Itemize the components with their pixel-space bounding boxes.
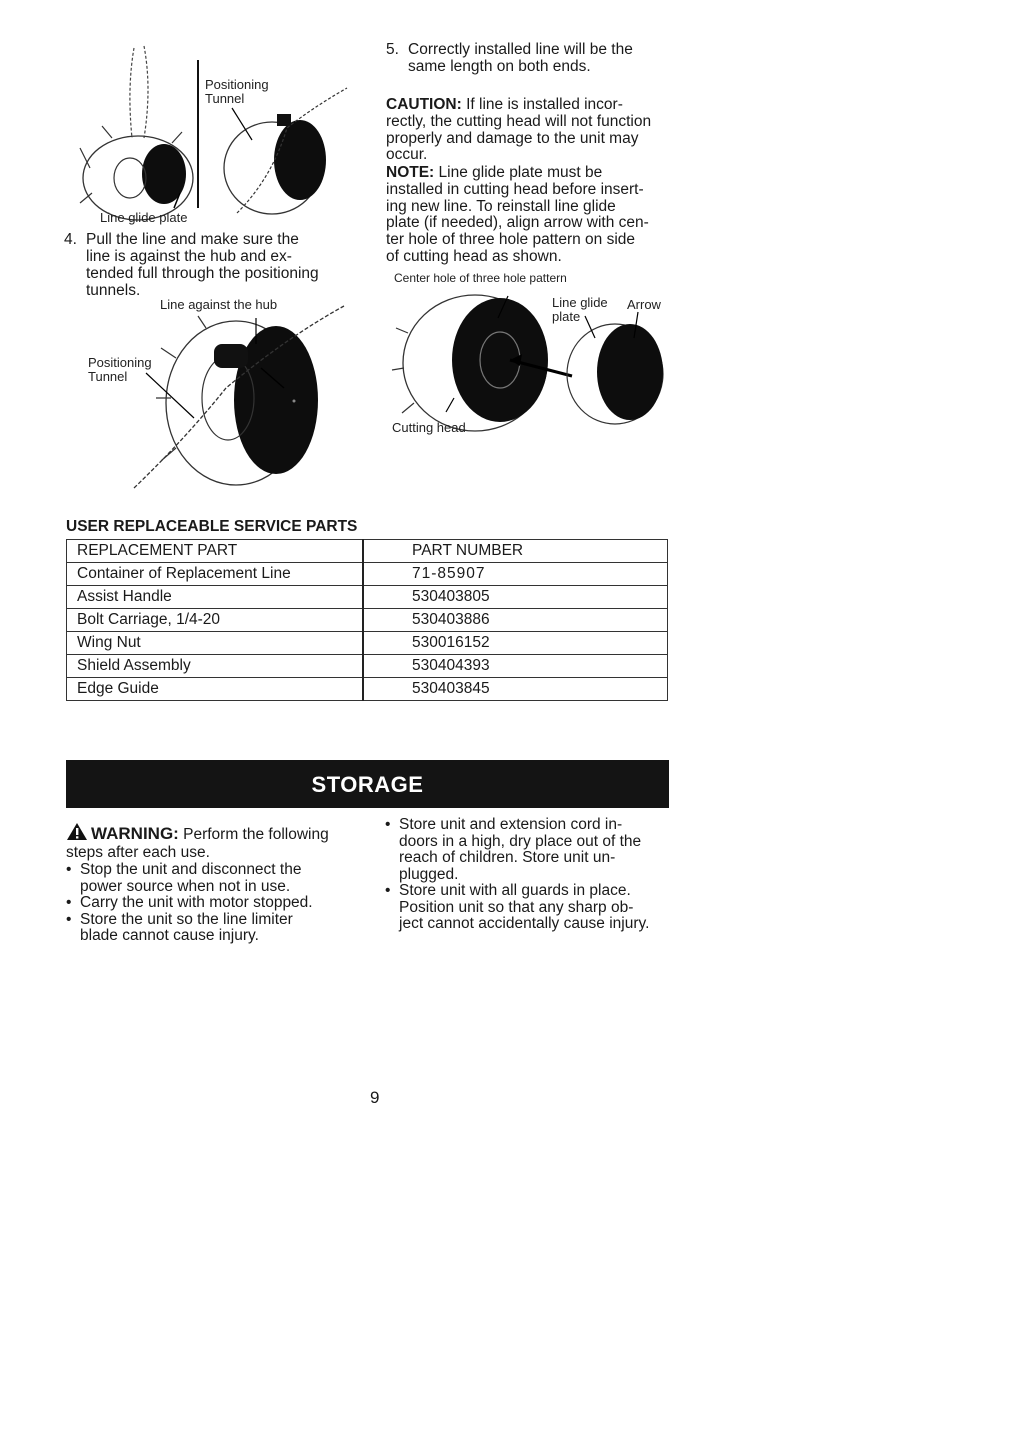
part-name: Container of Replacement Line [67, 563, 364, 586]
part-name: Assist Handle [67, 586, 364, 609]
note-paragraph [386, 165, 686, 266]
table-row [67, 632, 668, 655]
part-number: 530403886 [363, 609, 668, 632]
figure-line-against-hub [86, 298, 356, 498]
step-5-number: 5. [386, 41, 399, 58]
caution-text: If line is installed incor- rectly, the cutting head will not function properly and damage to the unit may occur. [386, 96, 652, 164]
right-bullet-list [385, 817, 685, 933]
part-name: Wing Nut [67, 632, 364, 655]
part-name: Edge Guide [67, 678, 364, 701]
arrow-label: Arrow [627, 297, 661, 312]
parts-table [66, 539, 668, 701]
positioning-tunnel-label-2: Positioning Tunnel [88, 355, 152, 384]
col-header-number: PART NUMBER [363, 540, 668, 563]
step-4-number: 4. [64, 231, 77, 248]
table-row [67, 609, 668, 632]
step-5-text: Correctly installed line will be the same length on both ends. [408, 41, 633, 75]
table-header-row [67, 540, 668, 563]
part-name: Bolt Carriage, 1/4-20 [67, 609, 364, 632]
warning-label: WARNING: [91, 824, 179, 843]
list-item: • Store unit with all guards in place. Position unit so that any sharp ob- ject cannot accidentally cause injury. [385, 883, 685, 933]
list-item: • Store the unit so the line limiter blade cannot cause injury. [66, 912, 366, 945]
warning-block [66, 822, 366, 945]
part-number: 530403845 [363, 678, 668, 701]
warning-paragraph [66, 822, 366, 862]
figure-line-threading [72, 28, 362, 228]
line-glide-plate-label-2: Line glide plate [552, 295, 608, 324]
part-number: 530404393 [363, 655, 668, 678]
step-4-text: Pull the line and make sure the line is against the hub and ex- tended full through the positioning tunnels. [86, 231, 319, 299]
line-against-hub-label: Line against the hub [160, 297, 278, 312]
storage-right-column [385, 817, 685, 933]
center-hole-label: Center hole of three hole pattern [394, 271, 567, 285]
caution-paragraph [386, 97, 686, 164]
table-row [67, 563, 668, 586]
cutting-head-label: Cutting head [392, 420, 466, 435]
part-name: Shield Assembly [67, 655, 364, 678]
col-header-part: REPLACEMENT PART [67, 540, 364, 563]
table-row [67, 655, 668, 678]
note-text: Line glide plate must be installed in cutting head before insert- ing new line. To reinstall line glide plate (if needed), align arrow with cen- ter hole of three hole pattern on side of cutting head as shown. [386, 164, 649, 265]
left-bullet-list [66, 862, 366, 945]
warning-text: Perform the following steps after each use. [66, 826, 329, 861]
parts-heading: USER REPLACEABLE SERVICE PARTS [66, 518, 358, 535]
page-number: 9 [370, 1088, 380, 1107]
line-glide-plate-label: Line glide plate [100, 210, 188, 225]
positioning-tunnel-label-1: Positioning Tunnel [205, 77, 269, 106]
list-item: • Store unit and extension cord in- doors in a high, dry place out of the reach of children. Store unit un- plugged. [385, 817, 685, 883]
caution-label: CAUTION: [386, 96, 462, 113]
part-number: 530403805 [363, 586, 668, 609]
list-item: • Carry the unit with motor stopped. [66, 895, 366, 912]
note-label: NOTE: [386, 164, 435, 181]
part-number: 71-85907 [363, 563, 668, 586]
warning-triangle-icon [66, 822, 88, 841]
storage-banner: STORAGE [66, 760, 669, 808]
list-item: • Stop the unit and disconnect the power source when not in use. [66, 862, 366, 895]
part-number: 530016152 [363, 632, 668, 655]
table-row [67, 586, 668, 609]
table-row [67, 678, 668, 701]
